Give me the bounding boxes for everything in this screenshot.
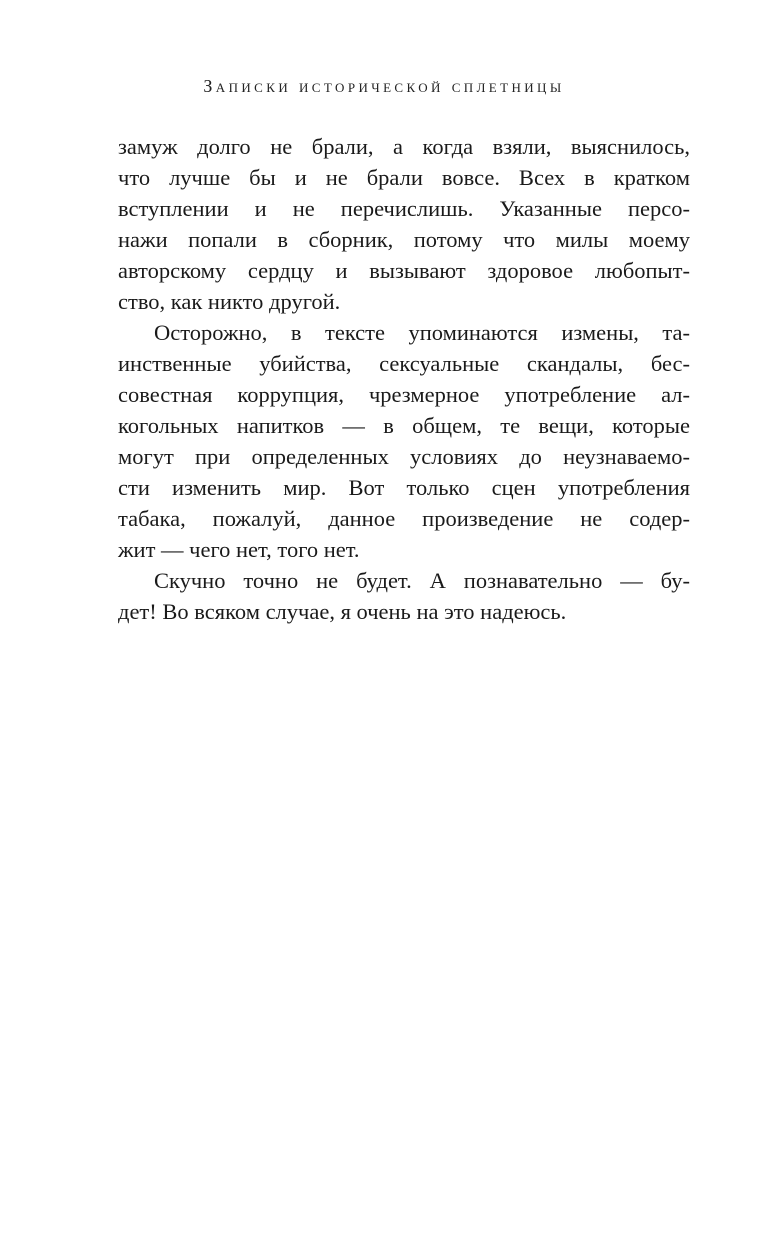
text-line: авторскому сердцу и вызывают здоровое любопыт- [118, 258, 690, 283]
running-head: Записки исторической сплетницы [203, 76, 565, 96]
text-line: вступлении и не перечислишь. Указанные персо- [118, 196, 690, 221]
text-line: что лучше бы и не брали вовсе. Всех в кратком [118, 165, 690, 190]
text-line: нажи попали в сборник, потому что милы моему [118, 227, 690, 252]
text-line: дет! Во всяком случае, я очень на это надеюсь. [118, 599, 567, 624]
text-line: табака, пожалуй, данное произведение не содер- [118, 506, 690, 531]
text-line: замуж долго не брали, а когда взяли, выяснилось, [118, 134, 690, 159]
text-line: когольных напитков — в общем, те вещи, которые [118, 413, 690, 438]
text-line: Скучно точно не будет. А познавательно — бу- [154, 568, 690, 593]
text-line: жит — чего нет, того нет. [118, 537, 360, 562]
body-text [118, 131, 690, 627]
text-line: сти изменить мир. Вот только сцен употребления [118, 475, 690, 500]
text-line: могут при определенных условиях до неузнаваемо- [118, 444, 690, 469]
text-line: Осторожно, в тексте упоминаются измены, та- [154, 320, 690, 345]
text-line: ство, как никто другой. [118, 289, 341, 314]
text-line: инственные убийства, сексуальные скандалы, бес- [118, 351, 690, 376]
text-line: совестная коррупция, чрезмерное употребление ал- [118, 382, 690, 407]
